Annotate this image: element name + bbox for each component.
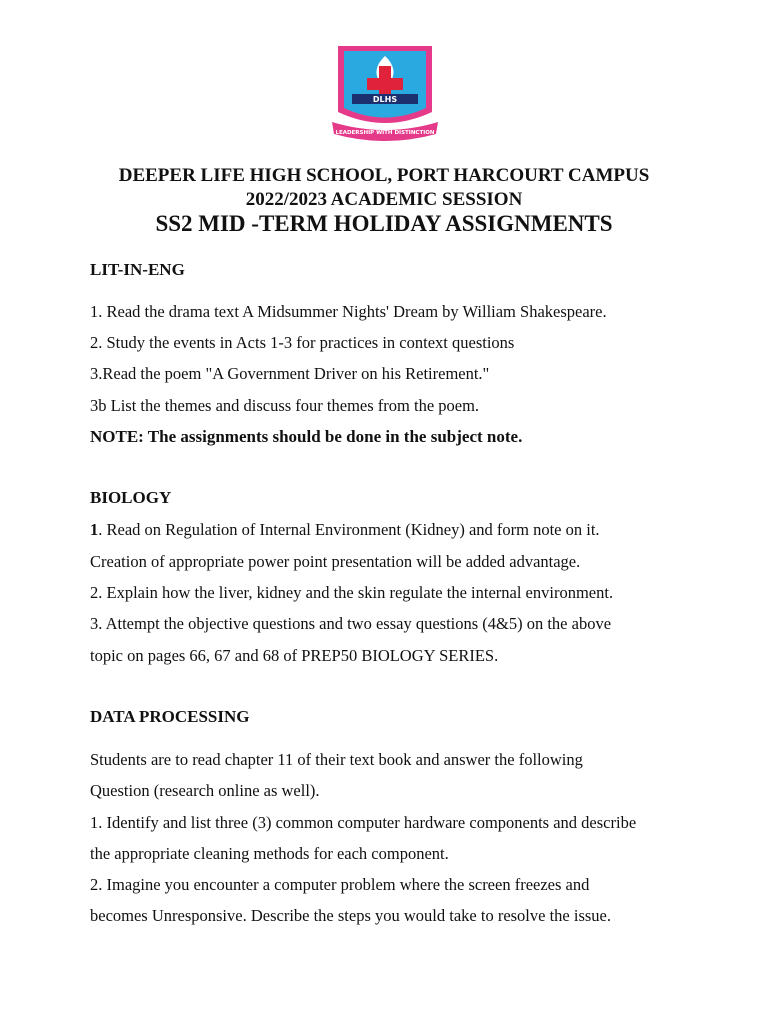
document-title: SS2 MID -TERM HOLIDAY ASSIGNMENTS [155,211,613,236]
school-name: DEEPER LIFE HIGH SCHOOL, PORT HARCOURT CAMPUS [118,165,650,186]
academic-session: 2022/2023 ACADEMIC SESSION [245,189,523,210]
biology-heading: BIOLOGY [90,488,172,507]
lit-item-3: 3.Read the poem "A Government Driver on his Retirement." [90,364,490,383]
lit-item-3b: 3b List the themes and discuss four themes from the poem. [90,396,480,415]
dp-item-1-continued: the appropriate cleaning methods for each component. [90,844,449,863]
dp-item-2: 2. Imagine you encounter a computer problem where the screen freezes and [90,875,590,894]
lit-item-2: 2. Study the events in Acts 1-3 for practices in context questions [90,333,515,352]
dp-intro: Students are to read chapter 11 of their text book and answer the following [90,750,583,769]
biology-item-3: 3. Attempt the objective questions and two essay questions (4&5) on the above [90,614,612,633]
lit-note: NOTE: The assignments should be done in the subject note. [90,427,523,446]
lit-item-1: 1. Read the drama text A Midsummer Nights' Dream by William Shakespeare. [90,302,607,321]
dp-item-2-continued: becomes Unresponsive. Describe the steps you would take to resolve the issue. [90,906,611,925]
school-crest-logo [330,42,440,142]
dp-intro-continued: Question (research online as well). [90,781,320,800]
svg-text:DLHS: DLHS [372,95,398,104]
biology-item-3-continued: topic on pages 66, 67 and 68 of PREP50 BIOLOGY SERIES. [90,646,499,665]
dp-item-1: 1. Identify and list three (3) common computer hardware components and describe [90,813,637,832]
biology-item-1-continued: Creation of appropriate power point presentation will be added advantage. [90,552,581,571]
biology-item-1-text: . Read on Regulation of Internal Environment (Kidney) and form note on it. [98,520,600,539]
biology-item-2: 2. Explain how the liver, kidney and the skin regulate the internal environment. [90,583,614,602]
data-processing-heading: DATA PROCESSING [90,707,250,726]
lit-heading: LIT-IN-ENG [90,260,185,279]
biology-item-1-number: 1 [90,520,99,539]
svg-text:LEADERSHIP WITH DISTINCTION: LEADERSHIP WITH DISTINCTION [335,130,435,136]
biology-item-1 [90,520,600,540]
